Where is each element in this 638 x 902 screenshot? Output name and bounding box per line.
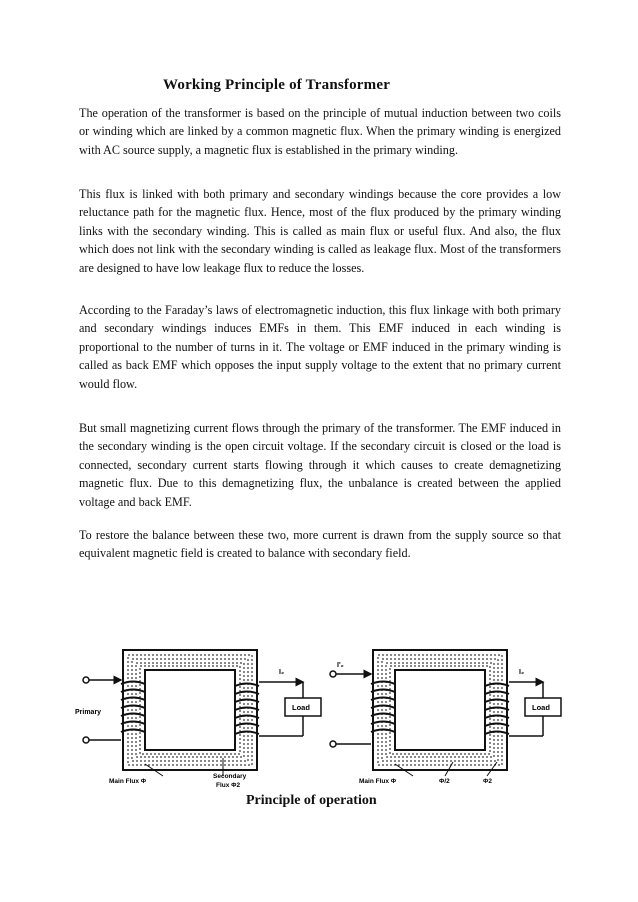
secondary-winding-icon [235, 684, 259, 735]
paragraph-restore-balance: To restore the balance between these two, more current is drawn from the supply source so that equivalent magnetic field is created to balance with secondary field. [79, 528, 561, 561]
secondary-current-label: I₂ [279, 669, 285, 676]
load-label-right: Load [532, 703, 550, 712]
right-transformer-diagram [330, 650, 561, 785]
primary-winding-icon [121, 682, 145, 733]
figure-caption: Principle of operation [246, 793, 377, 808]
half-flux-label: Φ/2 [439, 778, 450, 785]
paragraph-main-flux: This flux is linked with both primary and secondary windings because the core provides a low reluctance path for the magnetic flux. Hence, most of the flux produced by the primary winding links with the secondary winding. This is called as main flux or useful flux. And also, the flux which does not link with the secondary winding is called as leakage flux. Most of the transformers are designed to have low leakage flux to reduce the losses. [79, 187, 561, 275]
primary-label: Primary [75, 709, 102, 716]
paragraph-magnetizing-current: But small magnetizing current flows through the primary of the transformer. The EMF induced in the secondary winding is the open circuit voltage. If the secondary circuit is closed or the load is connected, secondary current starts flowing through it which causes to create demagnetizing magnetic flux. Due to this demagnetizing flux, the unbalance is created between the applied voltage and back EMF. [79, 421, 561, 509]
primary-winding-icon [371, 682, 395, 733]
transformer-diagram-figure [73, 636, 573, 801]
load-label-left: Load [292, 703, 310, 712]
secondary-current-label-right: I₂ [519, 669, 525, 676]
main-flux-label-right: Main Flux Φ [359, 778, 397, 785]
paragraph-faraday-law: According to the Faraday’s laws of electromagnetic induction, this flux linkage with both primary and secondary windings induces EMFs in them. This EMF induced in each winding is proportional to the number of turns in it. The voltage or EMF induced in the primary winding is called as back EMF which opposes the input supply voltage to the extent that no primary current would flow. [79, 303, 561, 391]
secondary-winding-icon [485, 684, 509, 735]
left-transformer-diagram [75, 650, 321, 789]
secondary-flux-label-right: Φ2 [483, 778, 492, 785]
page-title: Working Principle of Transformer [163, 77, 391, 93]
primary-current-label: I'₂ [337, 662, 344, 669]
secondary-flux-label-line2: Flux Φ2 [216, 782, 241, 789]
secondary-flux-label-line1: Secondary [213, 773, 247, 780]
main-flux-label-left: Main Flux Φ [109, 778, 147, 785]
paragraph-mutual-induction: The operation of the transformer is based on the principle of mutual induction between two coils or winding which are linked by a common magnetic flux. When the primary winding is energized with AC source supply, a magnetic flux is established in the primary winding. [79, 106, 561, 157]
